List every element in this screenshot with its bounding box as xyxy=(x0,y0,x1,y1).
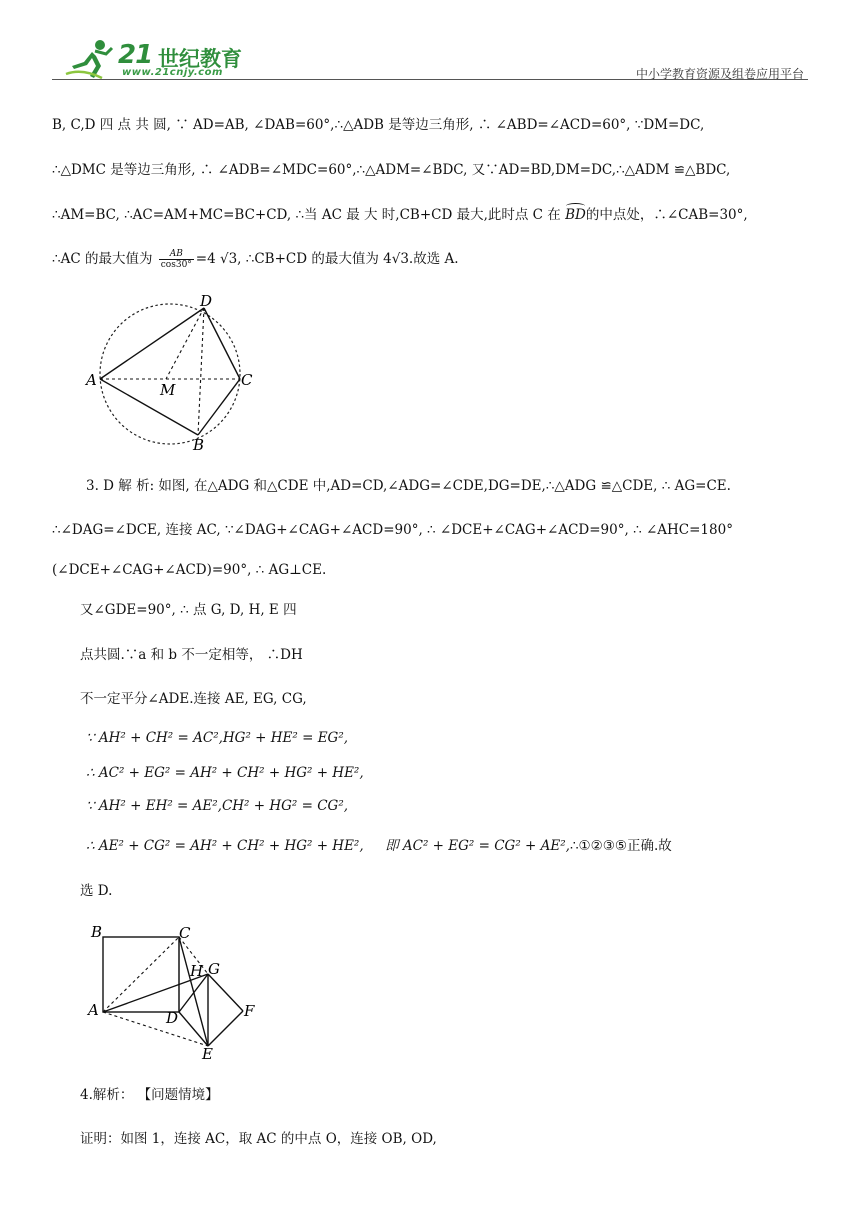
p3-line-6: 不一定平分∠ADE.连接 AE, EG, CG, xyxy=(80,691,307,707)
logo-url: www.21cnjy.com xyxy=(122,67,223,78)
header-platform-text: 中小学教育资源及组卷应用平台 xyxy=(635,67,804,81)
logo xyxy=(62,38,292,80)
equation-4-b: 即 AC² + EG² = CG² + AE², xyxy=(385,838,570,854)
p3-line-3: (∠DCE+∠CAG+∠ACD)=90°, ∴ AG⊥CE. xyxy=(52,562,327,578)
label-h: H xyxy=(190,962,204,980)
label-b: B xyxy=(91,923,103,941)
p3-line-7: 选 D. xyxy=(80,883,113,899)
equation-4-c: ∴①②③⑤正确.故 xyxy=(569,838,672,854)
p3-line-5: 点共圆.∵a 和 b 不一定相等， ∴DH xyxy=(80,647,303,663)
p2-line-3-a: ∴AM=BC, ∴AC=AM+MC=BC+CD, ∴当 AC 最 大 时,CB+CD 最大,此时点 C 在 xyxy=(52,207,566,223)
label-c: C xyxy=(241,371,253,389)
p3-line-2: ∴∠DAG=∠DCE, 连接 AC, ∵∠DAG+∠CAG+∠ACD=90°, ∴ ∠DCE+∠CAG+∠ACD=90°, ∴ ∠AHC=180° xyxy=(52,522,733,538)
runner-icon xyxy=(62,38,118,80)
label-d: D xyxy=(200,292,213,310)
equation-4 xyxy=(86,837,672,855)
label-a: A xyxy=(88,1001,99,1019)
p2-line-3 xyxy=(52,206,748,224)
header-divider xyxy=(52,79,808,80)
p2-line-4-b: =4 √3, ∴CB+CD 的最大值为 4√3.故选 A. xyxy=(195,251,459,267)
p2-line-1: B, C,D 四 点 共 圆, ∵ AD=AB, ∠DAB=60°,∴△ADB 是等边三角形, ∴ ∠ABD=∠ACD=60°, ∵DM=DC, xyxy=(52,117,705,133)
figure-circle-quadrilateral xyxy=(80,292,270,452)
p3-line-1: 3. D 解 析: 如图, 在△ADG 和△CDE 中,AD=CD,∠ADG=∠CDE,DG=DE,∴△ADG ≌△CDE, ∴ AG=CE. xyxy=(86,478,731,494)
p2-line-2: ∴△DMC 是等边三角形, ∴ ∠ADB=∠MDC=60°,∴△ADM=∠BDC, 又∵AD=BD,DM=DC,∴△ADM ≌△BDC, xyxy=(52,162,731,178)
equation-1: ∵ AH² + CH² = AC²,HG² + HE² = EG², xyxy=(86,730,349,746)
figure-squares xyxy=(84,922,264,1062)
p3-line-4: 又∠GDE=90°, ∴ 点 G, D, H, E 四 xyxy=(80,602,297,618)
label-e: E xyxy=(202,1045,213,1062)
p2-line-4 xyxy=(52,249,459,270)
label-f: F xyxy=(244,1002,255,1020)
label-d: D xyxy=(166,1009,179,1027)
page-header xyxy=(52,38,808,82)
logo-text: 世纪教育 xyxy=(158,47,242,71)
fraction xyxy=(159,249,194,270)
p2-line-4-a: ∴AC 的最大值为 xyxy=(52,251,157,267)
arc-bd: BD xyxy=(565,207,586,223)
p2-line-3-b: 的中点处，∴∠CAB=30°, xyxy=(585,207,748,223)
equation-4-a: ∴ AE² + CG² = AH² + CH² + HG² + HE², xyxy=(86,838,364,854)
logo-number: 21 xyxy=(118,40,153,70)
label-a: A xyxy=(86,371,97,389)
equation-2: ∴ AC² + EG² = AH² + CH² + HG² + HE², xyxy=(86,765,364,781)
fraction-denominator: cos30° xyxy=(160,260,192,270)
p4-line-1: 4.解析： 【问题情境】 xyxy=(80,1087,219,1103)
equation-3: ∵ AH² + EH² = AE²,CH² + HG² = CG², xyxy=(86,798,349,814)
label-b: B xyxy=(193,436,205,452)
label-g: G xyxy=(208,960,220,978)
fraction-numerator: AB xyxy=(159,249,194,260)
p4-line-2: 证明：如图 1，连接 AC，取 AC 的中点 O，连接 OB, OD, xyxy=(80,1131,437,1147)
label-c: C xyxy=(179,924,191,942)
label-m: M xyxy=(160,381,176,399)
